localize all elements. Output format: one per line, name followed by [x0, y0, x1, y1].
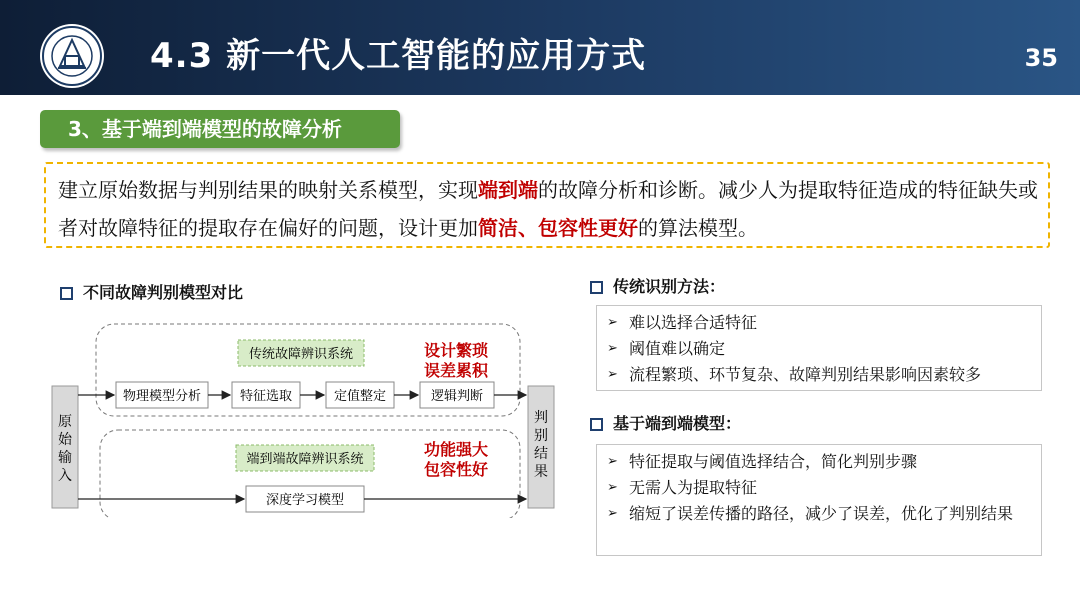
square-bullet-icon — [590, 418, 603, 431]
end-to-end-list — [596, 444, 1042, 556]
list-item — [607, 362, 1031, 388]
page-title: 4.3 新一代人工智能的应用方式 — [150, 36, 647, 76]
section-label: 3、基于端到端模型的故障分析 — [40, 110, 400, 148]
input-char-2: 始 — [58, 432, 72, 448]
end-to-end-note-line1: 功能强大 — [423, 440, 489, 459]
step-feature-select: 特征选取 — [239, 389, 293, 404]
intro-text-3: 的算法模型。 — [638, 216, 758, 240]
intro-text-1: 建立原始数据与判别结果的映射关系模型，实现 — [58, 178, 478, 202]
intro-highlight-end-to-end: 端到端 — [478, 178, 538, 202]
end-to-end-heading-text: 基于端到端模型： — [613, 414, 742, 433]
intro-text-2: 的故障分析和诊断。减少人为提取特征造成的特征缺失或者对故障特征的提取存在偏好的问题，设计更加 — [58, 178, 1038, 240]
output-char-2: 别 — [534, 428, 548, 444]
comparison-heading-text: 不同故障判别模型对比 — [83, 283, 244, 302]
list-item — [607, 449, 1031, 475]
list-item — [607, 501, 1031, 527]
output-char-4: 果 — [534, 464, 548, 480]
traditional-method-heading — [590, 274, 725, 297]
end-to-end-system-label: 端到端故障辨识系统 — [246, 452, 364, 467]
output-char-1: 判 — [534, 410, 548, 426]
step-logic: 逻辑判断 — [430, 389, 484, 404]
traditional-method-list — [596, 305, 1042, 391]
list-item-text: 特征提取与阈值选择结合，简化判别步骤 — [629, 452, 918, 471]
intro-highlight-inclusive: 包容性更好 — [538, 216, 638, 240]
intro-box — [44, 162, 1050, 248]
list-item-text: 流程繁琐、环节复杂、故障判别结果影响因素较多 — [629, 365, 982, 384]
square-bullet-icon — [590, 281, 603, 294]
arrow-bullet-icon: ➢ — [607, 506, 618, 521]
output-char-3: 结 — [534, 446, 548, 462]
list-item — [607, 336, 1031, 362]
header-bar — [0, 0, 1080, 95]
list-item — [607, 475, 1031, 501]
input-char-3: 输 — [58, 450, 72, 466]
end-to-end-heading — [590, 411, 741, 434]
step-threshold: 定值整定 — [333, 389, 387, 404]
list-item-text: 难以选择合适特征 — [629, 313, 758, 332]
deep-learning-model-label: 深度学习模型 — [265, 493, 345, 508]
list-item-text: 缩短了误差传播的路径，减少了误差，优化了判别结果 — [629, 504, 1014, 523]
square-bullet-icon — [60, 287, 73, 300]
traditional-note-line1: 设计繁琐 — [423, 341, 489, 360]
input-char-1: 原 — [58, 414, 72, 430]
traditional-note-line2: 误差累积 — [423, 361, 489, 380]
arrow-bullet-icon: ➢ — [607, 367, 618, 382]
list-item — [607, 310, 1031, 336]
list-item-text: 无需人为提取特征 — [629, 478, 758, 497]
traditional-method-heading-text: 传统识别方法： — [613, 277, 726, 296]
input-char-4: 入 — [58, 468, 72, 484]
list-item-text: 阈值难以确定 — [629, 339, 726, 358]
step-physical-model: 物理模型分析 — [122, 389, 202, 404]
traditional-system-label: 传统故障辨识系统 — [248, 347, 354, 362]
arrow-bullet-icon: ➢ — [607, 454, 618, 469]
page-number: 35 — [1024, 44, 1058, 72]
end-to-end-note-line2: 包容性好 — [423, 460, 489, 479]
intro-highlight-sep: 、 — [518, 216, 538, 240]
arrow-bullet-icon: ➢ — [607, 341, 618, 356]
model-comparison-diagram — [50, 318, 570, 518]
intro-highlight-concise: 简洁 — [478, 216, 518, 240]
university-logo-icon — [38, 22, 106, 90]
arrow-bullet-icon: ➢ — [607, 480, 618, 495]
comparison-heading — [60, 280, 243, 303]
arrow-bullet-icon: ➢ — [607, 315, 618, 330]
